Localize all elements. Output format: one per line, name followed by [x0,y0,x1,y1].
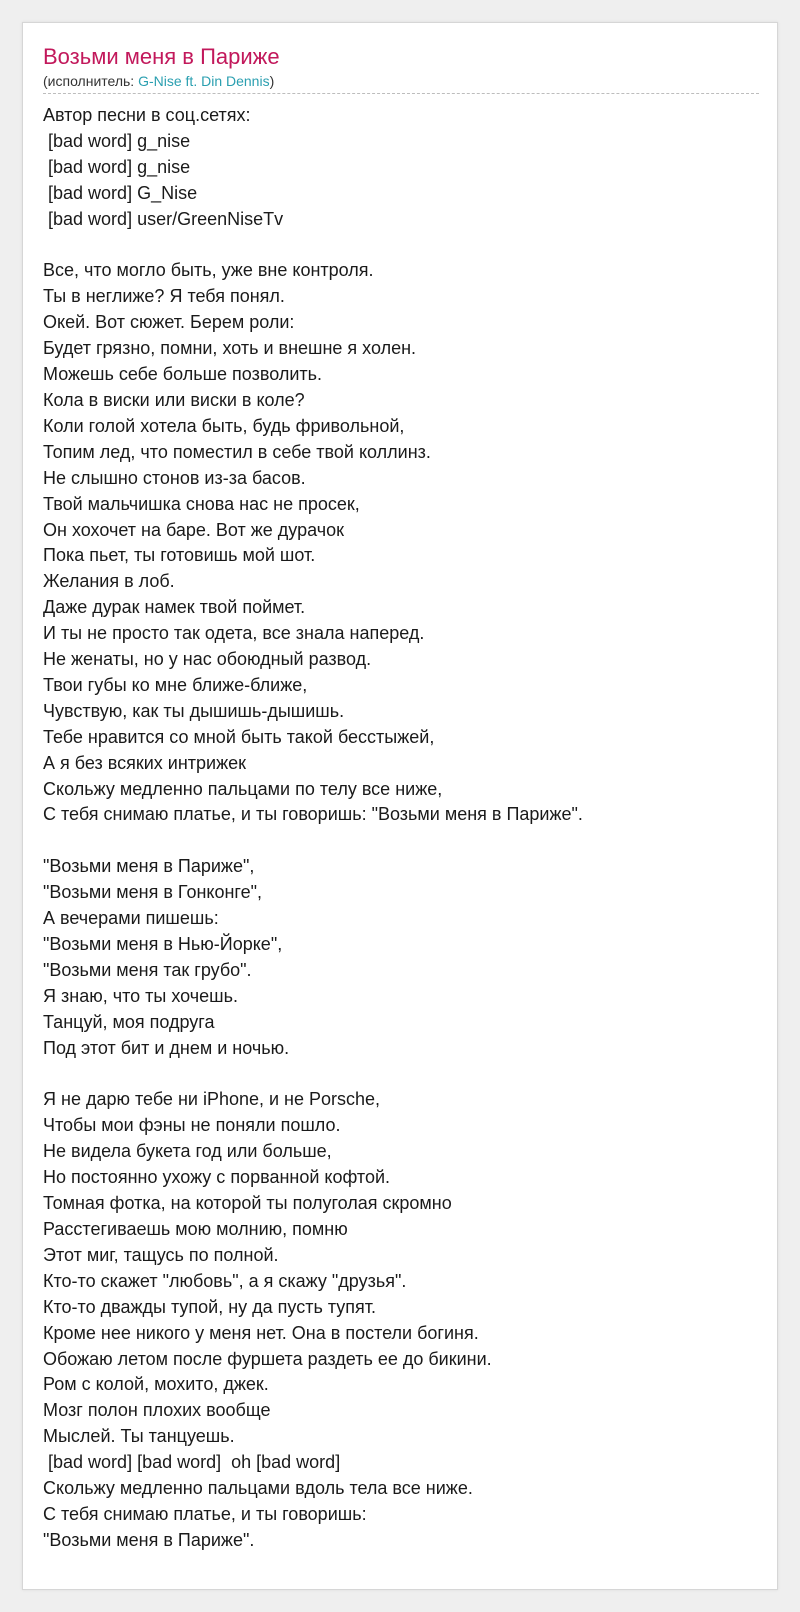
byline-prefix: (исполнитель: [43,73,139,89]
lyrics-card [22,22,778,1590]
lyrics-text: Автор песни в соц.сетях: [bad word] g_nise [bad word] g_nise [bad word] G_Nise [bad word] user/GreenNiseTv Все, что могло быть, уже вне контроля. Ты в неглиже? Я тебя понял. Окей. Вот сюжет. Берем роли: Будет грязно, помни, хоть и внешне я холен. Можешь себе больше позволить. Кола в виски или виски в коле? Коли голой хотела быть, будь фривольной, Топим лед, что поместил в себе твой коллинз. Не слышно стонов из-за басов. Твой мальчишка снова нас не просек, Он хохочет на баре. Вот же дурачок Пока пьет, ты готовишь мой шот. Желания в лоб. Даже дурак намек твой поймет. И ты не просто так одета, все знала наперед. Не женаты, но у нас обоюдный развод. Твои губы ко мне ближе-ближе, Чувствую, как ты дышишь-дышишь. Тебе нравится со мной быть такой бесстыжей, А я без всяких интрижек Скольжу медленно пальцами по телу все ниже, С тебя снимаю платье, и ты говоришь: "Возьми меня в Париже". "Возьми меня в Париже", "Возьми меня в Гонконге", А вечерами пишешь: "Возьми меня в Нью-Йорке", "Возьми меня так грубо". Я знаю, что ты хочешь. Танцуй, моя подруга Под этот бит и днем и ночью. Я не дарю тебе ни iPhone, и не Porsche, Чтобы мои фэны не поняли пошло. Не видела букета год или больше, Но постоянно ухожу с порванной кофтой. Томная фотка, на которой ты полуголая скромно Расстегиваешь мою молнию, помню Этот миг, тащусь по полной. Кто-то скажет "любовь", а я скажу "друзья". Кто-то дважды тупой, ну да пусть тупят. Кроме нее никого у меня нет. Она в постели богиня. Обожаю летом после фуршета раздеть ее до бикини. Ром с колой, мохито, джек. Мозг полон плохих вообще Мыслей. Ты танцуешь. [bad word] [bad word] oh [bad word] Скольжу медленно пальцами вдоль тела все ниже. С тебя снимаю платье, и ты говоришь: "Возьми меня в Париже". [43,105,583,1550]
song-title: Возьми меня в Париже [43,44,280,69]
dashed-divider [43,93,759,94]
byline-suffix: ) [269,73,275,89]
artist-link[interactable]: G-Nise ft. Din Dennis [138,73,270,89]
artist-byline [43,72,274,90]
